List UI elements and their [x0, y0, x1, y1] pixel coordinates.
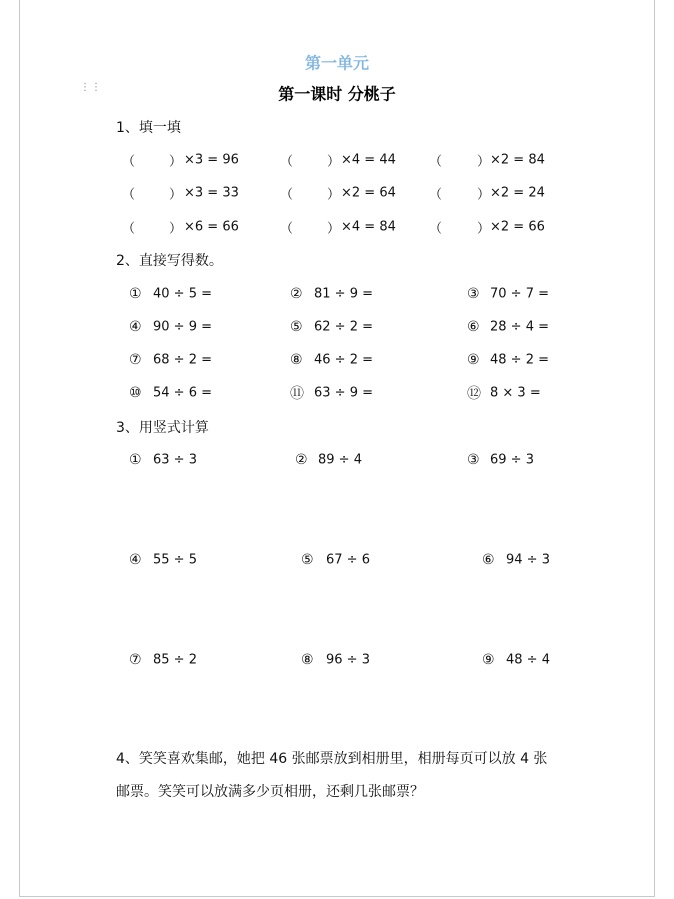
vertical-calc-expression: 89 ÷ 4 — [318, 452, 362, 468]
fill-blank-expression: ×3 = 33 — [184, 185, 239, 201]
close-paren: ） — [477, 221, 491, 237]
item-number: ② — [295, 452, 308, 468]
mental-math-expression: 81 ÷ 9 = — [314, 286, 373, 302]
close-paren: ） — [327, 187, 341, 203]
item-number: ⑥ — [467, 319, 480, 335]
mental-math-expression: 40 ÷ 5 = — [153, 286, 212, 302]
item-number: ⑦ — [129, 652, 142, 668]
item-number: ⑨ — [467, 352, 480, 368]
vertical-calc-expression: 69 ÷ 3 — [490, 452, 534, 468]
word-problem-line-1: 4、笑笑喜欢集邮，她把 46 张邮票放到相册里，相册每页可以放 4 张 — [116, 751, 548, 767]
vertical-calc-expression: 85 ÷ 2 — [153, 652, 197, 668]
close-paren: ） — [327, 154, 341, 170]
mental-math-expression: 68 ÷ 2 = — [153, 352, 212, 368]
fill-blank-expression: ×2 = 24 — [490, 185, 545, 201]
word-problem-line-2: 邮票。笑笑可以放满多少页相册，还剩几张邮票？ — [116, 784, 424, 800]
item-number: ⑤ — [301, 552, 314, 568]
item-number: ⑥ — [482, 552, 495, 568]
open-paren: （ — [280, 221, 294, 237]
open-paren: （ — [280, 154, 294, 170]
vertical-calc-expression: 63 ÷ 3 — [153, 452, 197, 468]
item-number: ⑤ — [290, 319, 303, 335]
item-number: ④ — [129, 319, 142, 335]
item-number: ⑧ — [301, 652, 314, 668]
item-number: ⑨ — [482, 652, 495, 668]
close-paren: ） — [169, 221, 183, 237]
vertical-calc-expression: 94 ÷ 3 — [506, 552, 550, 568]
fill-blank-expression: ×2 = 84 — [490, 152, 545, 168]
item-number: ③ — [467, 286, 480, 302]
vertical-calc-expression: 67 ÷ 6 — [326, 552, 370, 568]
open-paren: （ — [280, 187, 294, 203]
item-number: ⑦ — [129, 352, 142, 368]
fill-blank-expression: ×2 = 66 — [490, 219, 545, 235]
section-2-heading: 2、直接写得数。 — [116, 253, 223, 269]
section-3-heading: 3、用竖式计算 — [116, 420, 209, 436]
unit-title: 第一单元 — [304, 53, 369, 73]
drag-handle-icon[interactable]: ⋮⋮ — [80, 82, 102, 93]
open-paren: （ — [122, 221, 136, 237]
item-number: ① — [129, 286, 142, 302]
lesson-title: 第一课时 分桃子 — [278, 84, 396, 104]
mental-math-expression: 90 ÷ 9 = — [153, 319, 212, 335]
open-paren: （ — [429, 187, 443, 203]
item-number: ④ — [129, 552, 142, 568]
close-paren: ） — [477, 154, 491, 170]
item-number: ② — [290, 286, 303, 302]
close-paren: ） — [477, 187, 491, 203]
fill-blank-expression: ×4 = 84 — [341, 219, 396, 235]
mental-math-expression: 46 ÷ 2 = — [314, 352, 373, 368]
vertical-calc-expression: 96 ÷ 3 — [326, 652, 370, 668]
mental-math-expression: 70 ÷ 7 = — [490, 286, 549, 302]
item-number: ⑩ — [129, 385, 142, 401]
open-paren: （ — [122, 187, 136, 203]
close-paren: ） — [169, 187, 183, 203]
vertical-calc-expression: 48 ÷ 4 — [506, 652, 550, 668]
item-number: ① — [129, 452, 142, 468]
mental-math-expression: 63 ÷ 9 = — [314, 385, 373, 401]
close-paren: ） — [327, 221, 341, 237]
fill-blank-expression: ×3 = 96 — [184, 152, 239, 168]
mental-math-expression: 28 ÷ 4 = — [490, 319, 549, 335]
item-number: ③ — [467, 452, 480, 468]
item-number: ⑪ — [290, 386, 304, 402]
mental-math-expression: 54 ÷ 6 = — [153, 385, 212, 401]
item-number: ⑧ — [290, 352, 303, 368]
open-paren: （ — [429, 221, 443, 237]
fill-blank-expression: ×2 = 64 — [341, 185, 396, 201]
mental-math-expression: 8 × 3 = — [490, 385, 541, 401]
fill-blank-expression: ×6 = 66 — [184, 219, 239, 235]
item-number: ⑫ — [467, 386, 481, 402]
mental-math-expression: 48 ÷ 2 = — [490, 352, 549, 368]
vertical-calc-expression: 55 ÷ 5 — [153, 552, 197, 568]
open-paren: （ — [429, 154, 443, 170]
open-paren: （ — [122, 154, 136, 170]
mental-math-expression: 62 ÷ 2 = — [314, 319, 373, 335]
fill-blank-expression: ×4 = 44 — [341, 152, 396, 168]
section-1-heading: 1、填一填 — [116, 120, 181, 136]
close-paren: ） — [169, 154, 183, 170]
